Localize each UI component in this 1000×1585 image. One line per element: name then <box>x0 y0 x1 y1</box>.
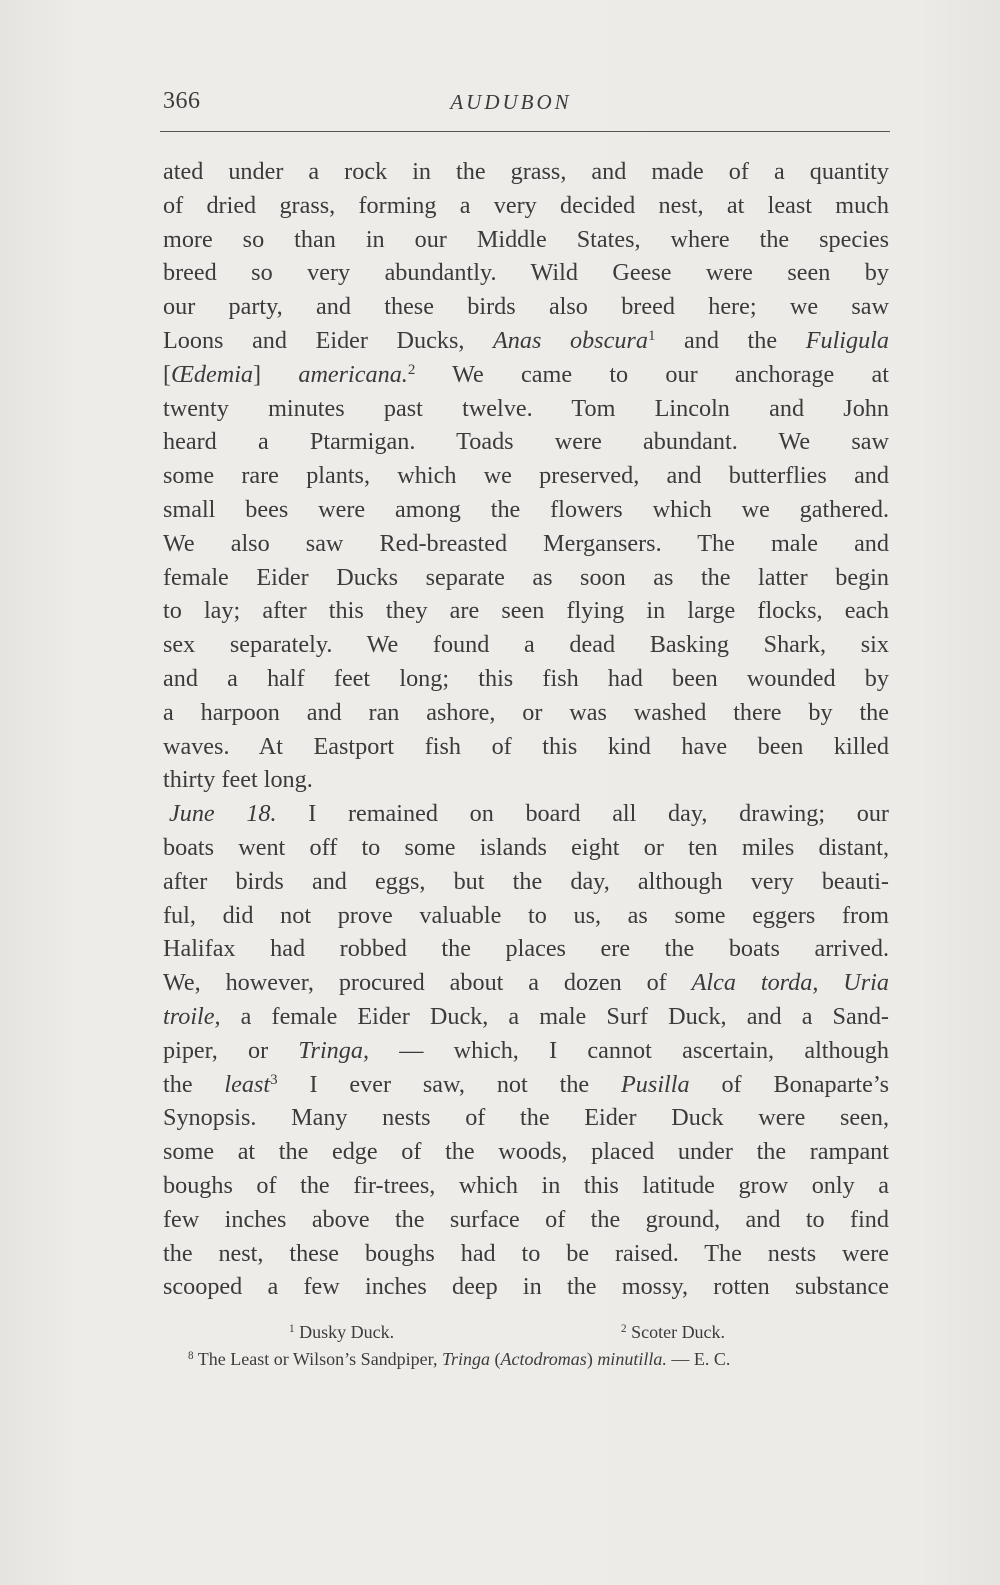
footnote-reference: 3 <box>270 1071 278 1088</box>
text-line: sex separately. We found a dead Basking Shark, six <box>163 631 889 659</box>
italic-text: Pusilla <box>621 1070 690 1098</box>
text-line: more so than in our Middle States, where the species <box>163 225 889 253</box>
italic-text: Alca torda, Uria <box>691 969 889 997</box>
italic-text: troile, <box>163 1002 221 1030</box>
footnote-2 <box>621 1319 725 1346</box>
text-line: of dried grass, forming a very decided nest, at least much <box>163 191 889 219</box>
text-line: Synopsis. Many nests of the Eider Duck were seen, <box>163 1104 889 1132</box>
italic-text: Actodromas <box>500 1349 587 1369</box>
text-line: the least$^3$ I ever saw, not the Pusilla of Bonaparte’s <box>163 1070 889 1098</box>
text-line: piper, or Tringa, — which, I cannot ascertain, although <box>163 1036 889 1064</box>
footnote-row-1-2 <box>163 1319 889 1346</box>
italic-text: minutilla. <box>597 1349 667 1369</box>
italic-text: June 18. <box>169 800 277 828</box>
footnote-1 <box>289 1319 394 1346</box>
text-line: few inches above the surface of the ground, and to find <box>163 1205 889 1233</box>
footnote-2-text: Scoter Duck. <box>631 1322 726 1342</box>
body-text <box>163 155 889 1304</box>
footnote-2-marker: 2 <box>621 1322 627 1335</box>
text-line: female Eider Ducks separate as soon as the latter begin <box>163 563 889 591</box>
footnote-3-text: The Least or Wilson’s Sandpiper, Tringa (Actodromas) minutilla. — E. C. <box>197 1349 731 1369</box>
running-title: AUDUBON <box>450 90 572 114</box>
footnote-3 <box>188 1346 730 1373</box>
page-number: 366 <box>163 88 201 114</box>
text-line: the nest, these boughs had to be raised. The nests were <box>163 1239 889 1267</box>
footnote-1-marker: 1 <box>289 1322 295 1335</box>
text-line: troile, a female Eider Duck, a male Surf Duck, and a Sand- <box>163 1002 889 1030</box>
footnote-1-text: Dusky Duck. <box>299 1322 395 1342</box>
text-line: a harpoon and ran ashore, or was washed there by the <box>163 698 889 726</box>
italic-text: Tringa, <box>298 1036 369 1064</box>
text-line: ful, did not prove valuable to us, as some eggers from <box>163 901 889 929</box>
text-line: ated under a rock in the grass, and made of a quantity <box>163 158 889 185</box>
text-line: some at the edge of the woods, placed under the rampant <box>163 1138 889 1166</box>
footnote-3-marker: 8 <box>188 1349 194 1362</box>
italic-text: Fuligula <box>805 326 890 354</box>
text-line: June 18. I remained on board all day, drawing; our <box>169 800 889 828</box>
italic-text: Anas obscura <box>493 326 648 354</box>
text-line: waves. At Eastport fish of this kind have been killed <box>163 732 889 760</box>
footnote-reference: 2 <box>407 361 416 378</box>
text-line: boughs of the fir-trees, which in this latitude grow only a <box>163 1171 889 1199</box>
italic-text: americana. <box>298 360 408 388</box>
header-rule <box>160 131 890 132</box>
text-line: breed so very abundantly. Wild Geese were seen by <box>163 259 889 287</box>
running-head <box>163 88 889 128</box>
footnote-reference: 1 <box>647 327 656 344</box>
text-line: [Œdemia] americana.$^2$ We came to our anchorage at <box>163 360 890 388</box>
text-line: some rare plants, which we preserved, and butterflies and <box>163 462 889 490</box>
italic-text: least <box>224 1070 271 1098</box>
footnotes <box>163 1319 889 1369</box>
italic-text: Tringa <box>441 1349 490 1369</box>
italic-text: Œdemia <box>171 360 254 388</box>
text-line: scooped a few inches deep in the mossy, rotten substance <box>163 1273 889 1301</box>
text-line: and a half feet long; this fish had been wounded by <box>163 664 889 692</box>
text-line: Loons and Eider Ducks, Anas obscura$^1$ and the Fuligula <box>163 326 890 354</box>
text-line: small bees were among the flowers which we gathered. <box>163 495 889 523</box>
text-line: boats went off to some islands eight or ten miles distant, <box>163 833 889 861</box>
text-line: twenty minutes past twelve. Tom Lincoln and John <box>163 394 889 422</box>
text-line: We, however, procured about a dozen of Alca torda, Uria <box>163 969 889 997</box>
text-line: Halifax had robbed the places ere the boats arrived. <box>163 935 889 963</box>
text-line: our party, and these birds also breed here; we saw <box>163 293 889 321</box>
text-line: to lay; after this they are seen flying in large flocks, each <box>163 597 889 625</box>
text-line: heard a Ptarmigan. Toads were abundant. We saw <box>163 428 889 456</box>
text-line: We also saw Red-breasted Mergansers. The male and <box>163 529 889 557</box>
text-line: thirty feet long. <box>163 766 313 794</box>
text-line: after birds and eggs, but the day, although very beauti- <box>163 867 889 895</box>
